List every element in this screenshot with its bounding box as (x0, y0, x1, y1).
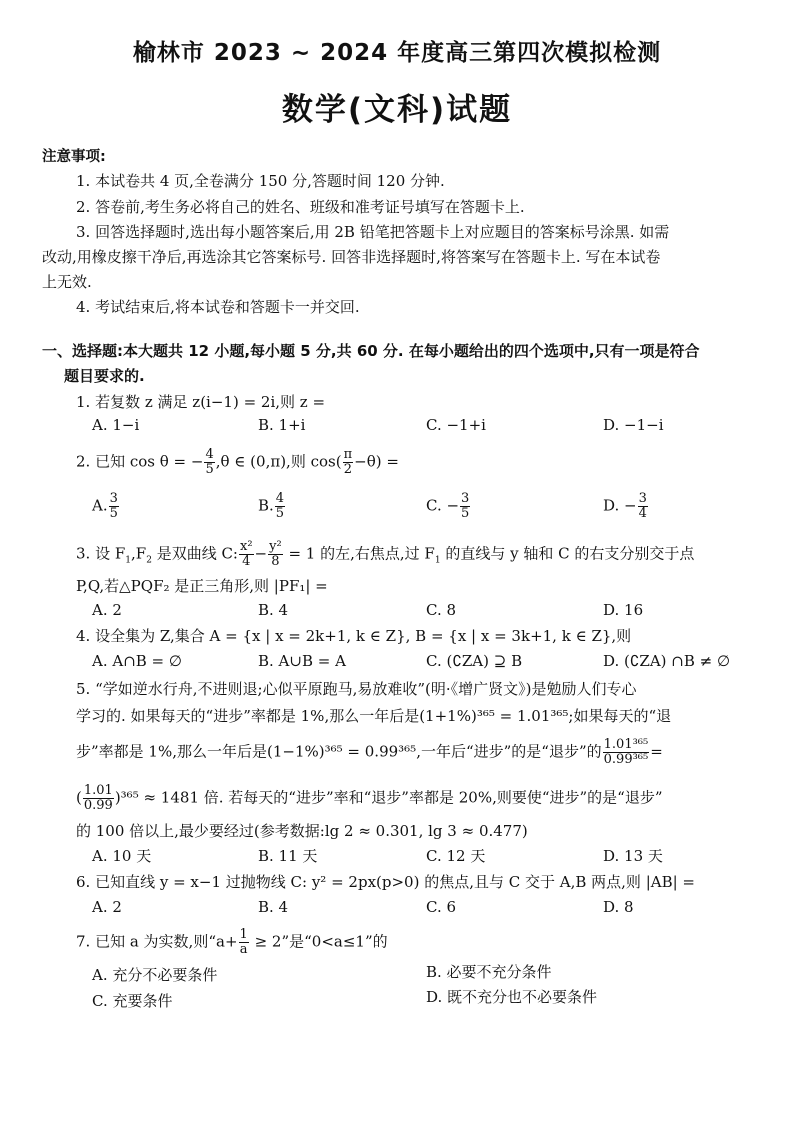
q2-d-label: D. − (603, 496, 637, 515)
question-1-option-b: B. 1+i (258, 416, 306, 434)
q2-b-frac (275, 492, 285, 521)
notice-item-3-line-2: 改动,用橡皮擦干净后,再选涂其它答案标号. 回答非选择题时,将答案写在答题卡上. 写在本试卷 (42, 248, 661, 266)
q3-part-b: ,F (131, 544, 147, 563)
q3-part-c: 是双曲线 C: (151, 544, 238, 563)
question-2-option-a (92, 492, 120, 521)
q5-equals: = (650, 742, 663, 761)
question-1-stem: 1. 若复数 z 满足 z(i−1) = 2i,则 z = (76, 393, 326, 411)
question-2-option-d (603, 492, 649, 521)
question-4-option-b: B. A∪B = A (258, 652, 346, 670)
question-5-line-4 (76, 784, 663, 813)
question-5-option-d: D. 13 天 (603, 847, 663, 865)
q7-part-b: ≥ 2”是“0<a≤1”的 (249, 932, 388, 951)
question-4-option-d: D. (∁ZA) ∩B ≠ ∅ (603, 652, 731, 670)
question-7-option-d: D. 既不充分也不必要条件 (426, 988, 598, 1006)
q2-a-den: 5 (109, 506, 118, 521)
question-2-option-c (426, 492, 471, 521)
q3-sub-1: 1 (125, 555, 131, 566)
q2-d-frac (638, 492, 648, 521)
q2-stem-part-c: −θ) = (354, 452, 399, 471)
section-1-heading-line-2: 题目要求的. (64, 367, 145, 385)
question-6-option-a: A. 2 (92, 898, 122, 916)
q2-fraction-pi-2 (343, 448, 354, 477)
q2-a-num: 3 (109, 491, 118, 506)
q7-part-a: 7. 已知 a 为实数,则“a+ (76, 932, 238, 951)
question-6-option-d: D. 8 (603, 898, 634, 916)
q3-x2: x² (240, 539, 253, 554)
question-7-option-c: C. 充要条件 (92, 992, 173, 1010)
notice-item-3-line-3: 上无效. (42, 273, 92, 291)
notice-item-2: 2. 答卷前,考生务必将自己的姓名、班级和准考证号填写在答题卡上. (76, 198, 525, 216)
notice-item-3-line-1: 3. 回答选择题时,选出每小题答案后,用 2B 铅笔把答题卡上对应题目的答案标号涂黑. 如需 (76, 223, 670, 241)
q3-part-d: = 1 的左,右焦点,过 F (283, 544, 435, 563)
q3-four: 4 (242, 554, 251, 569)
section-1-heading-line-1: 一、选择题:本大题共 12 小题,每小题 5 分,共 60 分. 在每小题给出的四个选项中,只有一项是符合 (42, 342, 700, 360)
q3-sub-2: 2 (146, 555, 152, 566)
question-3-option-c: C. 8 (426, 601, 457, 619)
q5-base-num: 1.01 (83, 783, 113, 798)
question-7-option-a: A. 充分不必要条件 (92, 966, 218, 984)
question-5-line-2: 学习的. 如果每天的“进步”率都是 1%,那么一年后是(1+1%)³⁶⁵ = 1.01³⁶⁵;如果每天的“退 (76, 707, 672, 725)
question-6-option-b: B. 4 (258, 898, 289, 916)
q5-line-3-text: 步”率都是 1%,那么一年后是(1−1%)³⁶⁵ = 0.99³⁶⁵,一年后“进步”的是“退步”的 (76, 742, 602, 761)
question-2-option-b (258, 492, 286, 521)
q5-ratio-den: 0.99³⁶⁵ (603, 752, 649, 767)
question-6-stem: 6. 已知直线 y = x−1 过抛物线 C: y² = 2px(p>0) 的焦点,且与 C 交于 A,B 两点,则 |AB| = (76, 873, 695, 891)
exam-subtitle: 数学(文科)试题 (281, 92, 513, 128)
q2-stem-part-a: 2. 已知 cos θ = − (76, 452, 204, 471)
q2-fraction-4-5 (204, 448, 214, 477)
question-3-option-d: D. 16 (603, 601, 644, 619)
question-1-option-c: C. −1+i (426, 416, 486, 434)
q2-a-label: A. (92, 496, 108, 515)
q3-frac-y2-8 (268, 540, 283, 569)
q3-y2: y² (269, 539, 282, 554)
q5-line-4-text: )³⁶⁵ ≈ 1481 倍. 若每天的“进步”率和“退步”率都是 20%,则要使“进步”的是“退步” (114, 788, 663, 807)
question-7-option-b: B. 必要不充分条件 (426, 963, 552, 981)
q2-frac-two: 2 (343, 462, 352, 477)
exam-title: 榆林市 2023 ~ 2024 年度高三第四次模拟检测 (132, 40, 662, 66)
q2-c-den: 5 (461, 506, 470, 521)
q2-c-frac (460, 492, 470, 521)
q2-a-frac (109, 492, 119, 521)
q2-frac-pi: π (343, 447, 353, 462)
q2-c-num: 3 (461, 491, 470, 506)
question-5-option-a: A. 10 天 (92, 847, 152, 865)
q3-eight: 8 (271, 554, 280, 569)
question-4-stem: 4. 设全集为 Z,集合 A = {x | x = 2k+1, k ∈ Z}, B = {x | x = 3k+1, k ∈ Z},则 (76, 627, 632, 645)
q5-base-fraction (83, 784, 114, 813)
q5-ratio-num: 1.01³⁶⁵ (603, 737, 649, 752)
question-3-stem-line-2: P,Q,若△PQF₂ 是正三角形,则 |PF₁| = (76, 577, 328, 595)
q2-stem-part-b: ,θ ∈ (0,π),则 cos( (215, 452, 342, 471)
question-3-option-a: A. 2 (92, 601, 122, 619)
question-3-option-b: B. 4 (258, 601, 289, 619)
q5-base-den: 0.99 (83, 798, 113, 813)
q2-d-num: 3 (638, 491, 647, 506)
question-5-option-b: B. 11 天 (258, 847, 318, 865)
q2-c-label: C. − (426, 496, 460, 515)
q3-frac-x2-4 (239, 540, 254, 569)
q3-part-a: 3. 设 F (76, 544, 126, 563)
q3-sub-1b: 1 (434, 555, 441, 566)
notice-item-4: 4. 考试结束后,将本试卷和答题卡一并交回. (76, 298, 360, 316)
question-3-stem-line-1: 3. 设 $F_1,F_2$ 是双曲线 C: $\frac{\text{x²}}{4}$ − $\frac{\text{y²}}{8}$ = 1 的左,右焦点,过 $F_1$ 的直线与 y 轴和 C 的右支分别交于点 (76, 539, 695, 569)
question-5-line-3 (76, 738, 663, 767)
q2-b-den: 5 (275, 506, 285, 521)
q2-b-label: B. (258, 496, 274, 515)
q7-a: a (239, 942, 248, 957)
q7-fraction-1-a (239, 928, 249, 957)
question-5-option-c: C. 12 天 (426, 847, 486, 865)
question-5-line-5: 的 100 倍以上,最少要经过(参考数据:lg 2 ≈ 0.301, lg 3 ≈ 0.477) (76, 822, 528, 840)
question-7-stem (76, 928, 388, 957)
question-1-option-d: D. −1−i (603, 416, 664, 434)
q2-frac-num: 4 (205, 447, 214, 462)
q2-d-den: 4 (638, 506, 647, 521)
q5-ratio-fraction (603, 738, 650, 767)
q3-part-e: 的直线与 y 轴和 C 的右支分别交于点 (440, 544, 695, 563)
question-4-option-c: C. (∁ZA) ⊇ B (426, 652, 523, 670)
notice-heading: 注意事项: (42, 149, 106, 165)
q5-open-paren: ( (76, 788, 82, 807)
notice-item-1: 1. 本试卷共 4 页,全卷满分 150 分,答题时间 120 分钟. (76, 172, 445, 190)
q2-frac-den: 5 (205, 462, 214, 477)
q2-b-num: 4 (275, 491, 285, 506)
question-6-option-c: C. 6 (426, 898, 457, 916)
question-5-line-1: 5. “学如逆水行舟,不进则退;心似平原跑马,易放难收”(明·《增广贤文》)是勉励人们专心 (76, 680, 637, 698)
question-4-option-a: A. A∩B = ∅ (92, 652, 182, 670)
question-2-stem (76, 448, 399, 477)
q7-one: 1 (239, 927, 248, 942)
question-1-option-a: A. 1−i (92, 416, 140, 434)
